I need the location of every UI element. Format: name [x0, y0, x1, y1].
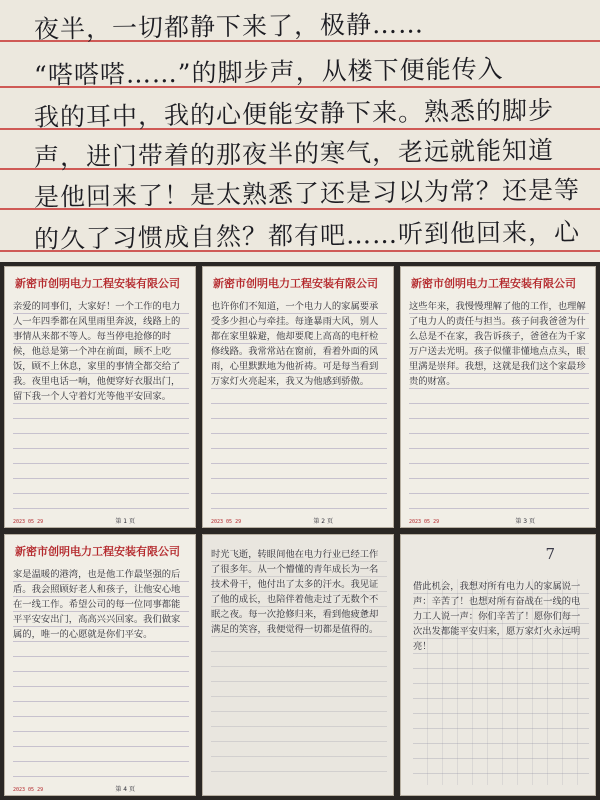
letter-page — [202, 534, 394, 796]
handwritten-body: 借此机会，我想对所有电力人的家属说一声：辛苦了！也想对所有奋战在一线的电力工人说一声：你们辛苦了！愿你们每一次出发都能平安归来，愿万家灯火永远明亮！ — [413, 579, 589, 785]
handwritten-line: “嗒嗒嗒……”的脚步声，从楼下便能传入 — [33, 54, 504, 90]
handwritten-body: 家是温暖的港湾，也是他工作最坚强的后盾。我会照顾好老人和孩子，让他安心地在一线工作。希望公司的每一位同事都能平平安安出门，高高兴兴回家。我们做家属的，唯一的心愿就是你们平安。 — [13, 567, 189, 785]
letter-page — [202, 266, 394, 528]
handwritten-line: 是他回来了！是太熟悉了还是习以为常？还是等 — [33, 175, 581, 212]
letter-page — [400, 266, 596, 528]
handwritten-line: 声，进门带着的那夜半的寒气，老远就能知道 — [33, 135, 555, 172]
handwritten-body: 这些年来，我慢慢理解了他的工作，也理解了电力人的责任与担当。孩子问我爸爸为什么总是不在家，我告诉孩子，爸爸在为千家万户送去光明。孩子似懂非懂地点点头，眼里满是崇拜。我想，这就是我们这个家最珍贵的财富。 — [409, 299, 589, 517]
top-handwritten-sheet — [0, 0, 600, 262]
company-header: 新密市创明电力工程安装有限公司 — [15, 545, 180, 558]
company-header: 新密市创明电力工程安装有限公司 — [213, 277, 378, 290]
handwritten-line: 的久了习惯成自然？都有吧……听到他回来，心 — [33, 217, 581, 254]
company-header: 新密市创明电力工程安装有限公司 — [15, 277, 180, 290]
handwritten-body: 亲爱的同事们，大家好！一个工作的电力人一年四季都在风里雨里奔波，线路上的事情从来都不等人。每当停电抢修的时候，他总是第一个冲在前面，顾不上吃饭，顾不上休息，家里的事情全都交给了我。夜里电话一响，他便穿好衣服出门，留下我一个人守着灯光等他平安回家。 — [13, 299, 189, 517]
page-footer: 2023 05 29 — [211, 519, 242, 525]
page-number: 第 3 页 — [515, 518, 535, 525]
page-footer: 2023 05 29 — [409, 519, 440, 525]
handwritten-body: 时光飞逝，转眼间他在电力行业已经工作了很多年。从一个懵懂的青年成长为一名技术骨干，他付出了太多的汗水。我见证了他的成长，也陪伴着他走过了无数个不眠之夜。每一次抢修归来，看到他疲惫却满足的笑容，我便觉得一切都是值得的。 — [211, 547, 387, 785]
page-number: 7 — [545, 545, 555, 563]
page-number: 第 4 页 — [115, 786, 135, 793]
handwritten-body: 也许你们不知道，一个电力人的家属要承受多少担心与牵挂。每逢暴雨大风，别人都在家里躲避，他却要爬上高高的电杆检修线路。我常常站在窗前，看着外面的风雨，心里默默地为他祈祷。可是每当看到万家灯火亮起来，我又为他感到骄傲。 — [211, 299, 387, 517]
letter-page — [4, 534, 196, 796]
letter-page — [400, 534, 596, 796]
handwritten-line: 夜半，一切都静下来了，极静…… — [33, 9, 425, 44]
page-number: 第 2 页 — [313, 518, 333, 525]
page-footer: 2023 05 29 — [13, 787, 44, 793]
handwritten-line: 我的耳中，我的心便能安静下来。熟悉的脚步 — [33, 95, 555, 132]
page-number: 第 1 页 — [115, 518, 135, 525]
page-footer: 2023 05 29 — [13, 519, 44, 525]
letter-page — [4, 266, 196, 528]
company-header: 新密市创明电力工程安装有限公司 — [411, 277, 576, 290]
